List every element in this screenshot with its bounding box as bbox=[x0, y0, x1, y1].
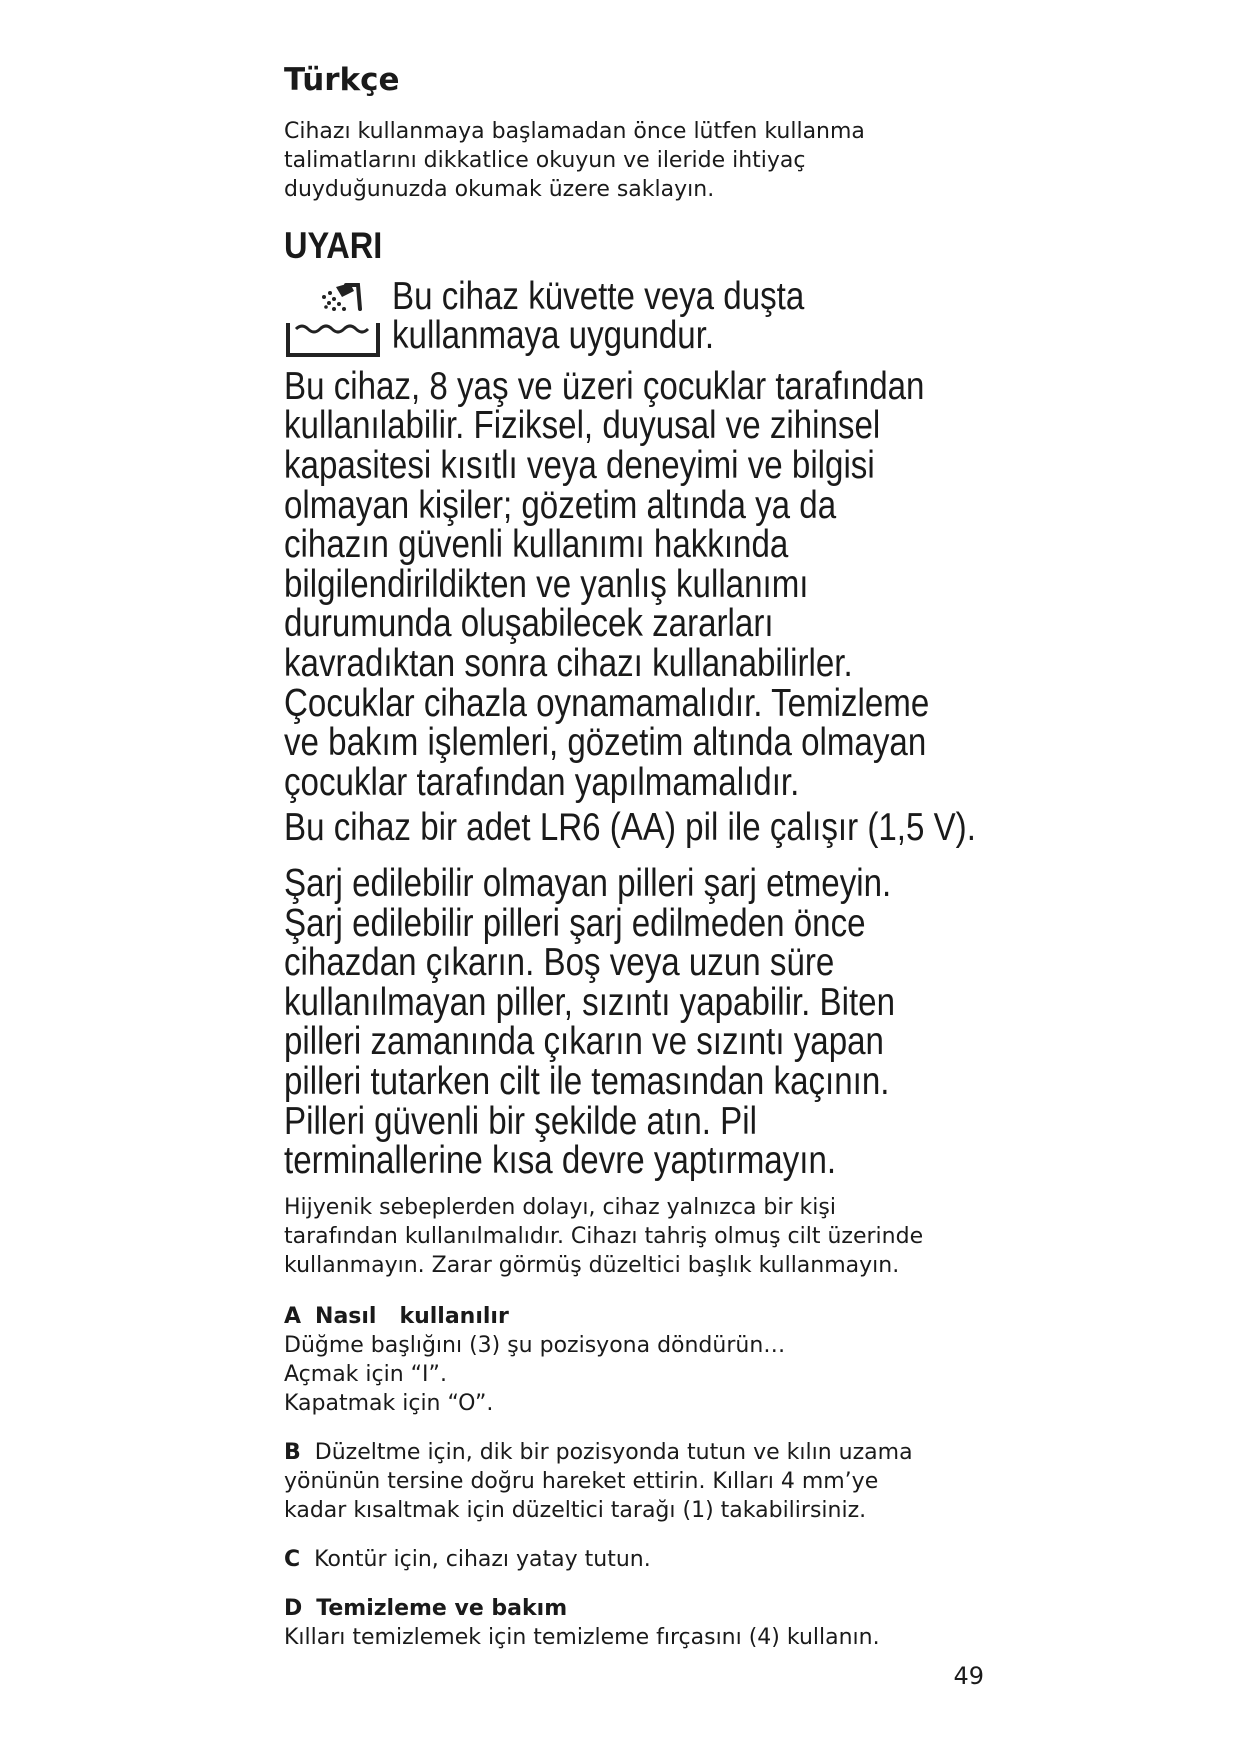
page-number: 49 bbox=[953, 1661, 984, 1690]
section-c: C Kontür için, cihazı yatay tutun. bbox=[284, 1546, 651, 1572]
hygiene-text: Hijyenik sebeplerden dolayı, cihaz yalnızca bir kişi tarafından kullanılmalıdır. Cihazı tahriş olmuş cilt üzerinde kullanmayın. Zarar görmüş düzeltici başlık kullanmayın. bbox=[284, 1194, 924, 1278]
section-letter: C bbox=[284, 1546, 301, 1572]
section-d: D Temizleme ve bakım Kılları temizlemek için temizleme fırçasını (4) kullanın. bbox=[284, 1595, 880, 1650]
bath-shower-icon bbox=[284, 279, 384, 361]
language-heading: Türkçe bbox=[284, 62, 400, 98]
symbol-line: Bu cihaz küvette veya duşta bbox=[392, 274, 805, 318]
section-b: B Düzeltme için, dik bir pozisyonda tutun ve kılın uzama yönünün tersine doğru hareket ettirin. Kılları 4 mm’ye kadar kısaltmak için düzeltici tarağı (1) takabilirsiniz. bbox=[284, 1439, 913, 1523]
warning-title: UYARI bbox=[284, 225, 383, 267]
warning-paragraph-charging: Şarj edilebilir olmayan pilleri şarj etmeyin. Şarj edilebilir pilleri şarj edilmeden önce cihazdan çıkarın. Boş veya uzun süre kullanılmayan piller, sızıntı yapabilir. Biten pilleri zamanında çıkarın ve sızıntı yapan pilleri tutarken cilt ile temasından kaçının. Pilleri güvenli bir şekilde atın. Pil terminallerine kısa devre yaptırmayın. bbox=[284, 862, 896, 1183]
section-letter: D bbox=[284, 1595, 303, 1621]
section-letter: A bbox=[284, 1303, 302, 1329]
intro-text: Cihazı kullanmaya başlamadan önce lütfen kullanma talimatlarını dikkatlice okuyun ve ileride ihtiyaç duyduğunuzda okumak üzere saklayın. bbox=[284, 119, 865, 203]
section-title: Temizleme ve bakım bbox=[316, 1595, 568, 1621]
warning-paragraph-children: Bu cihaz, 8 yaş ve üzeri çocuklar tarafından kullanılabilir. Fiziksel, duyusal ve zihinsel kapasitesi kısıtlı veya deneyimi ve bilgisi olmayan kişiler; gözetim altında ya da cihazın güvenli kullanımı hakkında bilgilendirildikten ve yanlış kullanımı durumunda oluşabilecek zararları kavradıktan sonra cihazı kullanabilirler. Çocuklar cihazla oynamamalıdır. Temizleme ve bakım işlemleri, gözetim altında olmayan çocuklar tarafından yapılmamalıdır. bbox=[284, 364, 930, 804]
section-letter: B bbox=[284, 1439, 301, 1465]
warning-paragraph-battery: Bu cihaz bir adet LR6 (AA) pil ile çalışır (1,5 V). bbox=[284, 806, 976, 850]
bath-shower-notice bbox=[284, 274, 984, 361]
section-title: Nasıl kullanılır bbox=[315, 1303, 509, 1329]
section-a: A Nasıl kullanılır Düğme başlığını (3) şu pozisyona döndürün… Açmak için “I”. Kapatmak için “O”. bbox=[284, 1303, 786, 1416]
symbol-line: kullanmaya uygundur. bbox=[392, 314, 715, 358]
manual-page bbox=[284, 62, 984, 1690]
